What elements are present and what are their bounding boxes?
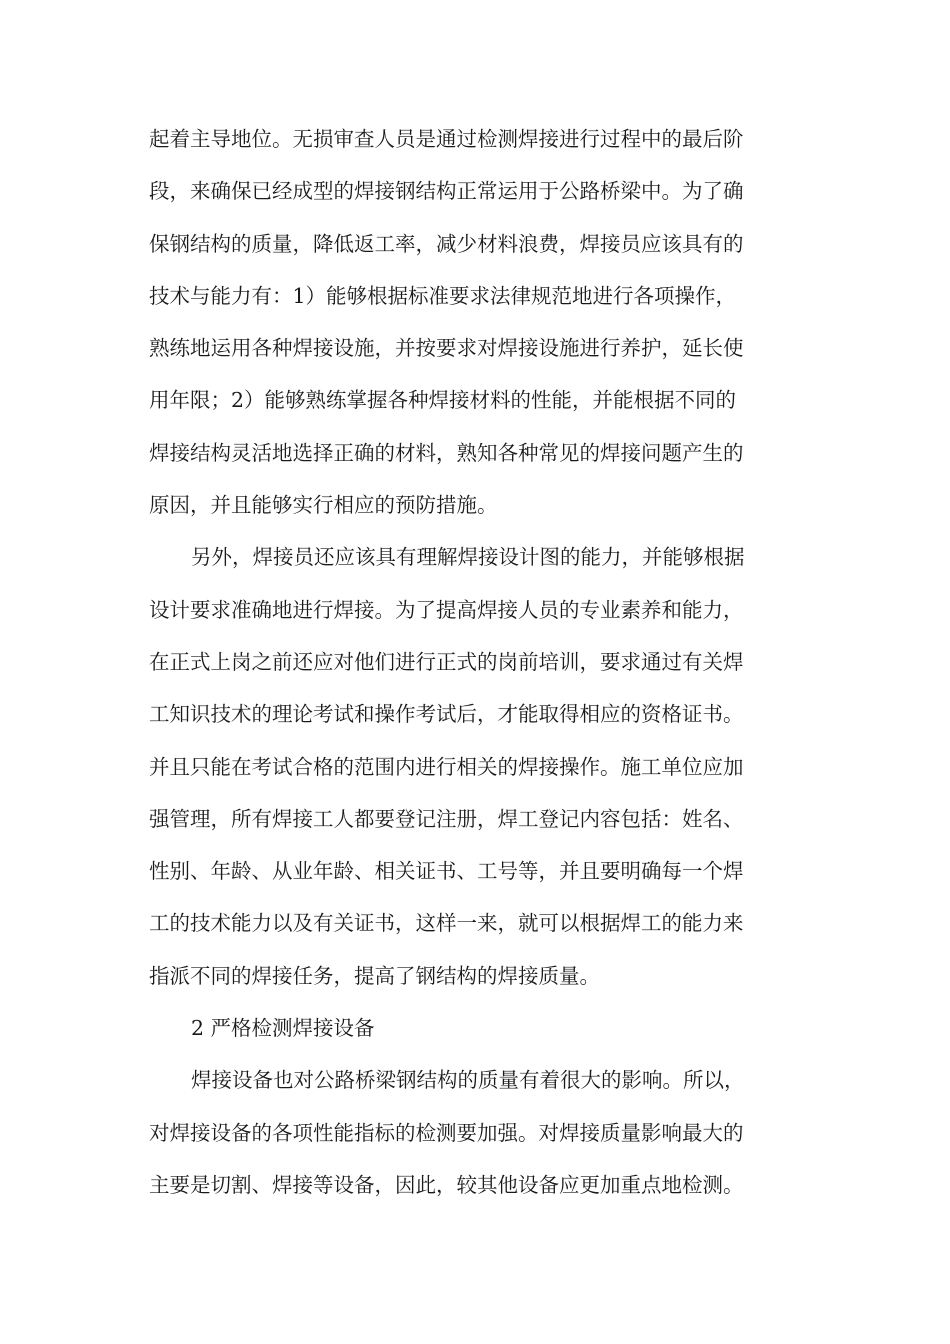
text-line: 在正式上岗之前还应对他们进行正式的岗前培训，要求通过有关焊 — [149, 649, 744, 674]
text-line: 设计要求准确地进行焊接。为了提高焊接人员的专业素养和能力， — [149, 597, 744, 622]
text-line: 并且只能在考试合格的范围内进行相关的焊接操作。施工单位应加 — [149, 754, 744, 779]
text-line: 技术与能力有：1）能够根据标准要求法律规范地进行各项操作， — [149, 283, 737, 308]
text-line: 指派不同的焊接任务，提高了钢结构的焊接质量。 — [149, 963, 600, 988]
section-heading — [149, 1002, 809, 1054]
text-line: 主要是切割、焊接等设备，因此，较其他设备应更加重点地检测。 — [149, 1172, 744, 1197]
text-line: 对焊接设备的各项性能指标的检测要加强。对焊接质量影响最大的 — [149, 1120, 744, 1145]
paragraph-equipment-inspection — [149, 1054, 809, 1211]
text-line: 段，来确保已经成型的焊接钢结构正常运用于公路桥梁中。为了确 — [149, 179, 744, 204]
text-line: 保钢结构的质量，降低返工率，减少材料浪费，焊接员应该具有的 — [149, 231, 744, 256]
paragraph-welder-training — [149, 531, 809, 1002]
text-line: 焊接结构灵活地选择正确的材料，熟知各种常见的焊接问题产生的 — [149, 440, 744, 465]
section-heading-text: 2 严格检测焊接设备 — [191, 1016, 375, 1041]
text-line: 焊接设备也对公路桥梁钢结构的质量有着很大的影响。所以， — [191, 1068, 745, 1093]
text-line: 工的技术能力以及有关证书，这样一来，就可以根据焊工的能力来 — [149, 911, 744, 936]
document-body — [149, 113, 809, 1211]
text-line: 强管理，所有焊接工人都要登记注册，焊工登记内容包括：姓名、 — [149, 806, 744, 831]
text-line: 性别、年龄、从业年龄、相关证书、工号等，并且要明确每一个焊 — [149, 859, 744, 884]
text-line: 原因，并且能够实行相应的预防措施。 — [149, 493, 498, 518]
text-line: 起着主导地位。无损审查人员是通过检测焊接进行过程中的最后阶 — [149, 127, 744, 151]
text-line: 熟练地运用各种焊接设施，并按要求对焊接设施进行养护，延长使 — [149, 336, 744, 361]
text-line: 另外，焊接员还应该具有理解焊接设计图的能力，并能够根据 — [191, 545, 745, 570]
text-line: 用年限；2）能够熟练掌握各种焊接材料的性能，并能根据不同的 — [149, 388, 737, 413]
paragraph-continued — [149, 113, 809, 531]
text-line: 工知识技术的理论考试和操作考试后，才能取得相应的资格证书。 — [149, 702, 744, 727]
